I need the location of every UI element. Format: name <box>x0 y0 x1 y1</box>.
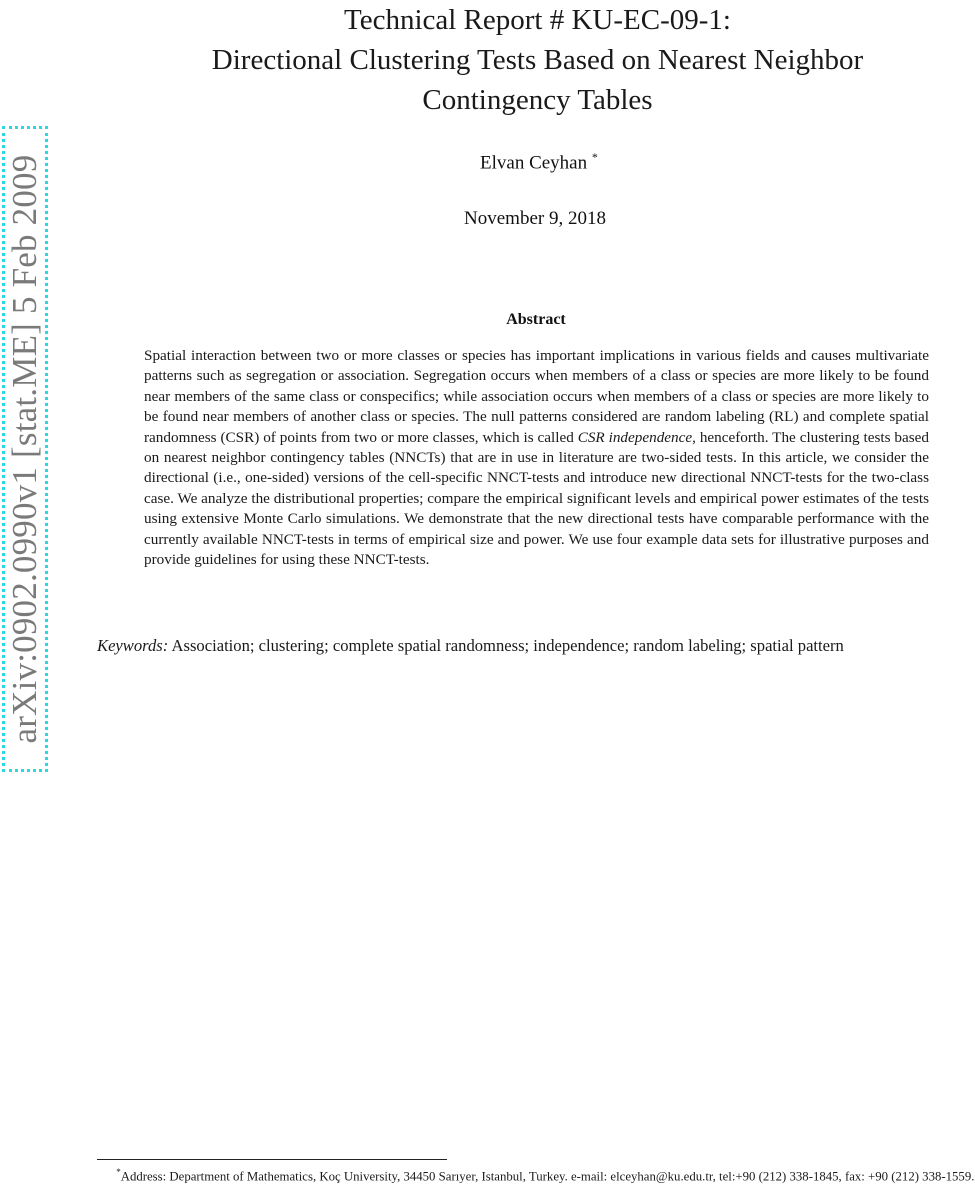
author <box>480 150 598 174</box>
keywords <box>97 635 975 657</box>
footnote <box>97 1163 975 1186</box>
keywords-list: Association; clustering; complete spatial randomness; independence; random labeling; spatial pattern <box>171 636 844 655</box>
title-line-end: Contingency Tables <box>422 84 653 116</box>
arxiv-identifier: arXiv:0902.0990v1 [stat.ME] 5 Feb 2009 <box>5 154 44 744</box>
title-line-report: Technical Report # KU-EC-09-1: <box>344 4 731 36</box>
abstract-heading: Abstract <box>506 311 566 328</box>
author-name: Elvan Ceyhan <box>480 152 588 174</box>
footnote-rule <box>97 1159 447 1160</box>
title-line-main: Directional Clustering Tests Based on Nearest Neighbor <box>211 44 864 76</box>
arxiv-stamp <box>2 126 48 772</box>
abstract-text-part2: , henceforth. The clustering tests based on nearest neighbor contingency tables (NNCTs) that are in use in literature are two-sided tests. In this article, we consider the directional (i.e., one-sided) versions of the cell-specific NNCT-tests and introduce new directional NNCT-tests for the two-class case. We analyze the distributional properties; compare the empirical significant levels and empirical power estimates of the tests using extensive Monte Carlo simulations. We demonstrate that the new directional tests have comparable performance with the currently available NNCT-tests in terms of empirical size and power. We use four example data sets for illustrative purposes and provide guidelines for using these NNCT-tests. <box>144 428 929 569</box>
paper-title <box>60 0 975 120</box>
keywords-label: Keywords: <box>97 636 169 655</box>
abstract-body <box>144 346 929 570</box>
footnote-mark: * <box>116 1167 121 1177</box>
abstract-emphasis: CSR independence <box>577 428 693 446</box>
footnote-address: Address: Department of Mathematics, Koç University, 34450 Sarıyer, Istanbul, Turkey. e-mail: elceyhan@ku.edu.tr, tel:+90 (212) 338-1845, fax: +90 (212) 338-1559. <box>120 1169 975 1184</box>
paper-date: November 9, 2018 <box>464 208 606 229</box>
abstract-text-part1: Spatial interaction between two or more classes or species has important implications in various fields and causes multivariate patterns such as segregation or association. Segregation occurs when members of a class or species are more likely to be found near members of the same class or conspecifics; while association occurs when members of a class or species are more likely to be found near members of another class or species. The null patterns considered are random labeling (RL) and complete spatial randomness (CSR) of points from two or more classes, which is called <box>144 347 929 446</box>
author-footnote-mark: * <box>591 150 598 164</box>
